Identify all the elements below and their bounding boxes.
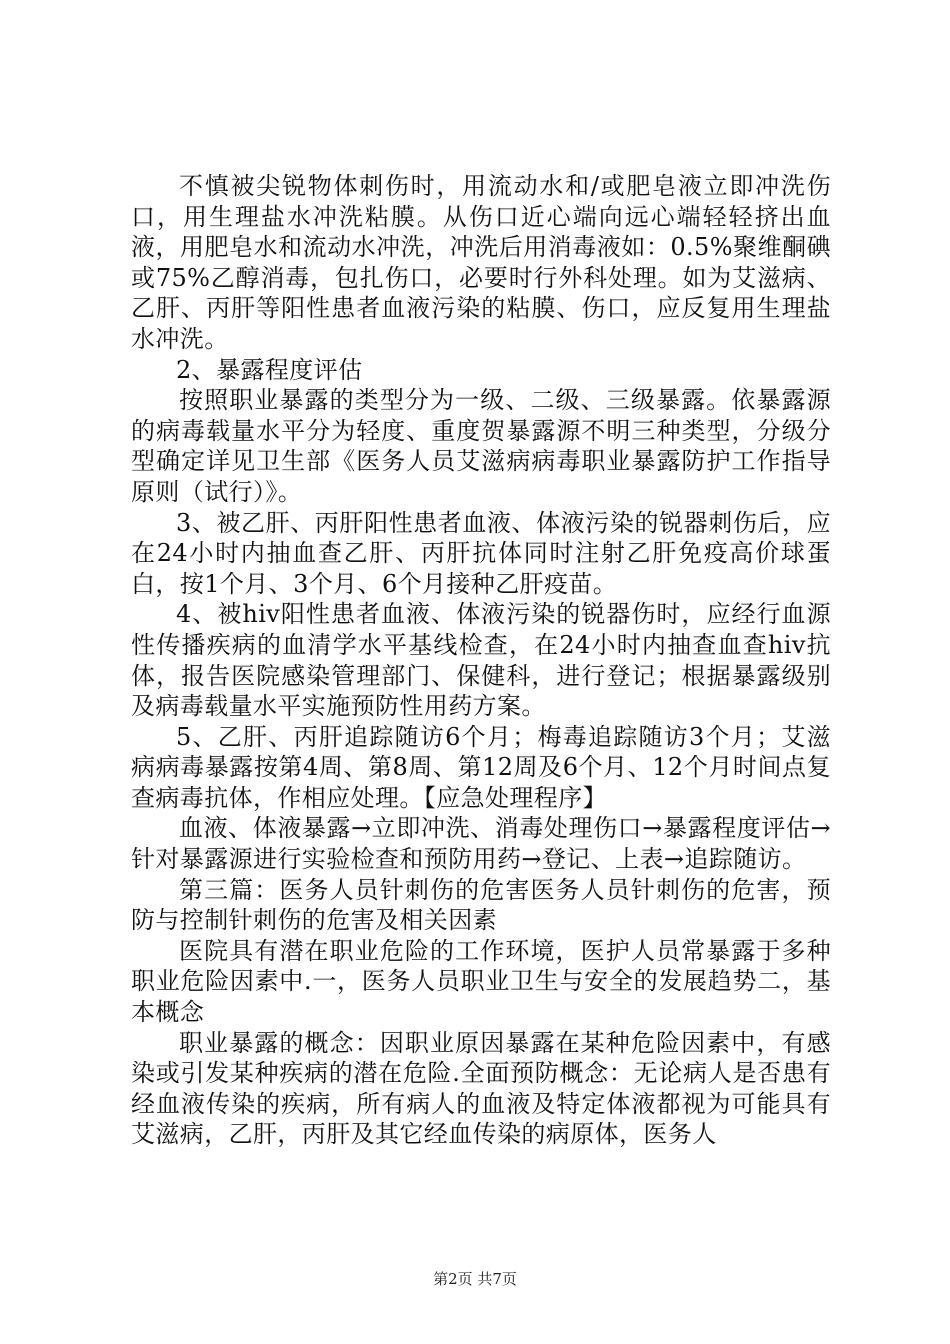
paragraph-exposure-levels: 按照职业暴露的类型分为一级、二级、三级暴露。依暴露源的病毒载量水平分为轻度、重度贺暴露源不明三种类型，分级分型确定详见卫生部《医务人员艾滋病病毒职业暴露防护工作指导原则（试行）》。 — [131, 386, 831, 506]
paragraph-followup: 5、乙肝、丙肝追踪随访6个月；梅毒追踪随访3个月；艾滋病病毒暴露按第4周、第8周、第12周及6个月、12个月时间点复查病毒抗体，作相应处理。【应急处理程序】 — [131, 722, 831, 812]
heading-exposure-assessment: 2、暴露程度评估 — [176, 355, 363, 384]
paragraph-concepts: 职业暴露的概念：因职业原因暴露在某种危险因素中，有感染或引发某种疾病的潜在危险.全面预防概念：无论病人是否患有经血液传染的疾病，所有病人的血液及特定体液都视为可能具有艾滋病，乙肝，丙肝及其它经血传染的病原体，医务人 — [131, 1028, 831, 1149]
paragraph-section-three-title: 第三篇：医务人员针刺伤的危害医务人员针刺伤的危害，预防与控制针刺伤的危害及相关因素 — [131, 875, 831, 935]
paragraph-wound-washing: 不慎被尖锐物体刺伤时，用流动水和/或肥皂液立即冲洗伤口，用生理盐水冲洗粘膜。从伤口近心端向远心端轻轻挤出血液，用肥皂水和流动水冲洗，冲洗后用消毒液如：0.5%聚维酮碘或75%乙醇消毒，包扎伤口，必要时行外科处理。如为艾滋病、乙肝、丙肝等阳性患者血液污染的粘膜、伤口，应反复用生理盐水冲洗。 — [131, 172, 831, 353]
page-number-footer: 第2页 共7页 — [433, 1270, 517, 1288]
paragraph-emergency-procedure: 血液、体液暴露→立即冲洗、消毒处理伤口→暴露程度评估→针对暴露源进行实验检查和预防用药→登记、上表→追踪随访。 — [131, 814, 831, 874]
paragraph-hiv-response: 4、被hiv阳性患者血液、体液污染的锐器伤时，应经行血源性传播疾病的血清学水平基线检查，在24小时内抽查血查hiv抗体，报告医院感染管理部门、保健科，进行登记；根据暴露级别及病毒载量水平实施预防性用药方案。 — [131, 600, 831, 721]
document-body — [131, 171, 831, 1150]
paragraph-hospital-risk: 医院具有潜在职业危险的工作环境，医护人员常暴露于多种职业危险因素中.一，医务人员职业卫生与安全的发展趋势二，基本概念 — [131, 936, 831, 1027]
paragraph-hepatitis-response: 3、被乙肝、丙肝阳性患者血液、体液污染的锐器刺伤后，应在24小时内抽血查乙肝、丙肝抗体同时注射乙肝免疫高价球蛋白，按1个月、3个月、6个月接种乙肝疫苗。 — [131, 508, 831, 598]
